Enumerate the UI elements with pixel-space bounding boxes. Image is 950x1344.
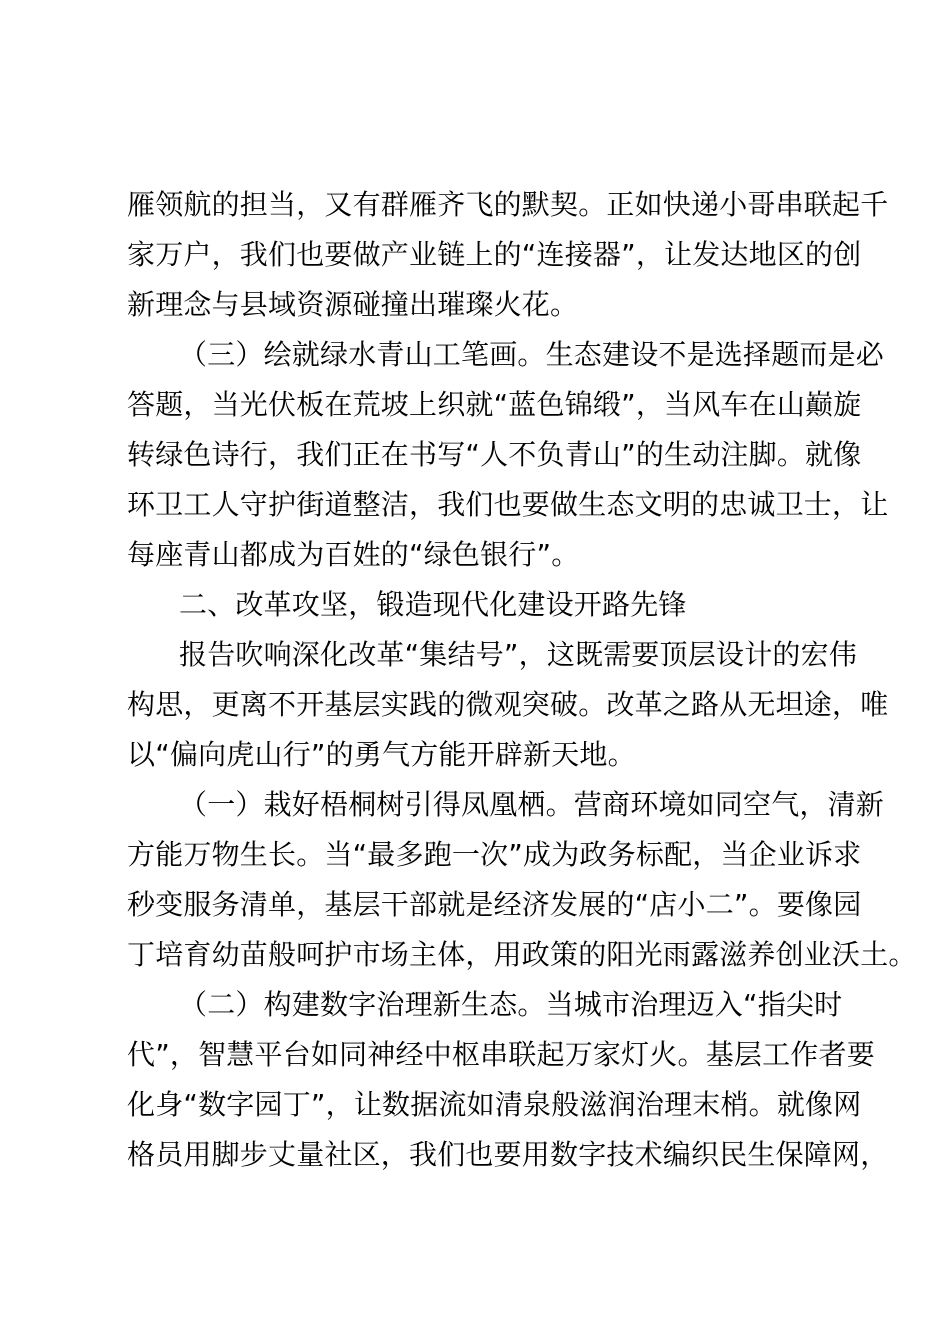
text-line: 构思，更离不开基层实践的微观突破。改革之路从无坦途，唯 [127,688,889,721]
section-heading-2: （二）构建数字治理新生态。当城市治理迈入“指尖时 [179,988,843,1021]
text-line: 转绿色诗行，我们正在书写“人不负青山”的生动注脚。就像 [127,438,862,471]
text-line: 方能万物生长。当“最多跑一次”成为政务标配，当企业诉求 [127,838,862,871]
section-heading-3: （三）绘就绿水青山工笔画。生态建设不是选择题而是必 [179,338,885,371]
text-line: 代”，智慧平台如同神经中枢串联起万家灯火。基层工作者要 [127,1038,875,1071]
paragraph-start: 报告吹响深化改革“集结号”，这既需要顶层设计的宏伟 [179,638,858,671]
section-heading-1: （一）栽好梧桐树引得凤凰栖。营商环境如同空气，清新 [179,788,885,821]
text-line: 家万户，我们也要做产业链上的“连接器”，让发达地区的创 [127,238,862,271]
text-line: 以“偏向虎山行”的勇气方能开辟新天地。 [127,738,636,771]
text-line: 格员用脚步丈量社区，我们也要用数字技术编织民生保障网， [127,1138,889,1171]
text-line: 新理念与县域资源碰撞出璀璨火花。 [127,288,579,321]
text-line: 答题，当光伏板在荒坡上织就“蓝色锦缎”，当风车在山巅旋 [127,388,862,421]
chapter-heading-2: 二、改革攻坚，锻造现代化建设开路先锋 [179,588,687,621]
text-line: 秒变服务清单，基层干部就是经济发展的“店小二”。要像园 [127,888,862,921]
text-line: 每座青山都成为百姓的“绿色银行”。 [127,538,580,571]
text-line: 环卫工人守护街道整洁，我们也要做生态文明的忠诚卫士，让 [127,488,889,521]
text-line: 丁培育幼苗般呵护市场主体，用政策的阳光雨露滋养创业沃土。 [127,938,917,971]
text-line: 化身“数字园丁”，让数据流如清泉般滋润治理末梢。就像网 [127,1088,862,1121]
text-line: 雁领航的担当，又有群雁齐飞的默契。正如快递小哥串联起千 [127,188,889,221]
